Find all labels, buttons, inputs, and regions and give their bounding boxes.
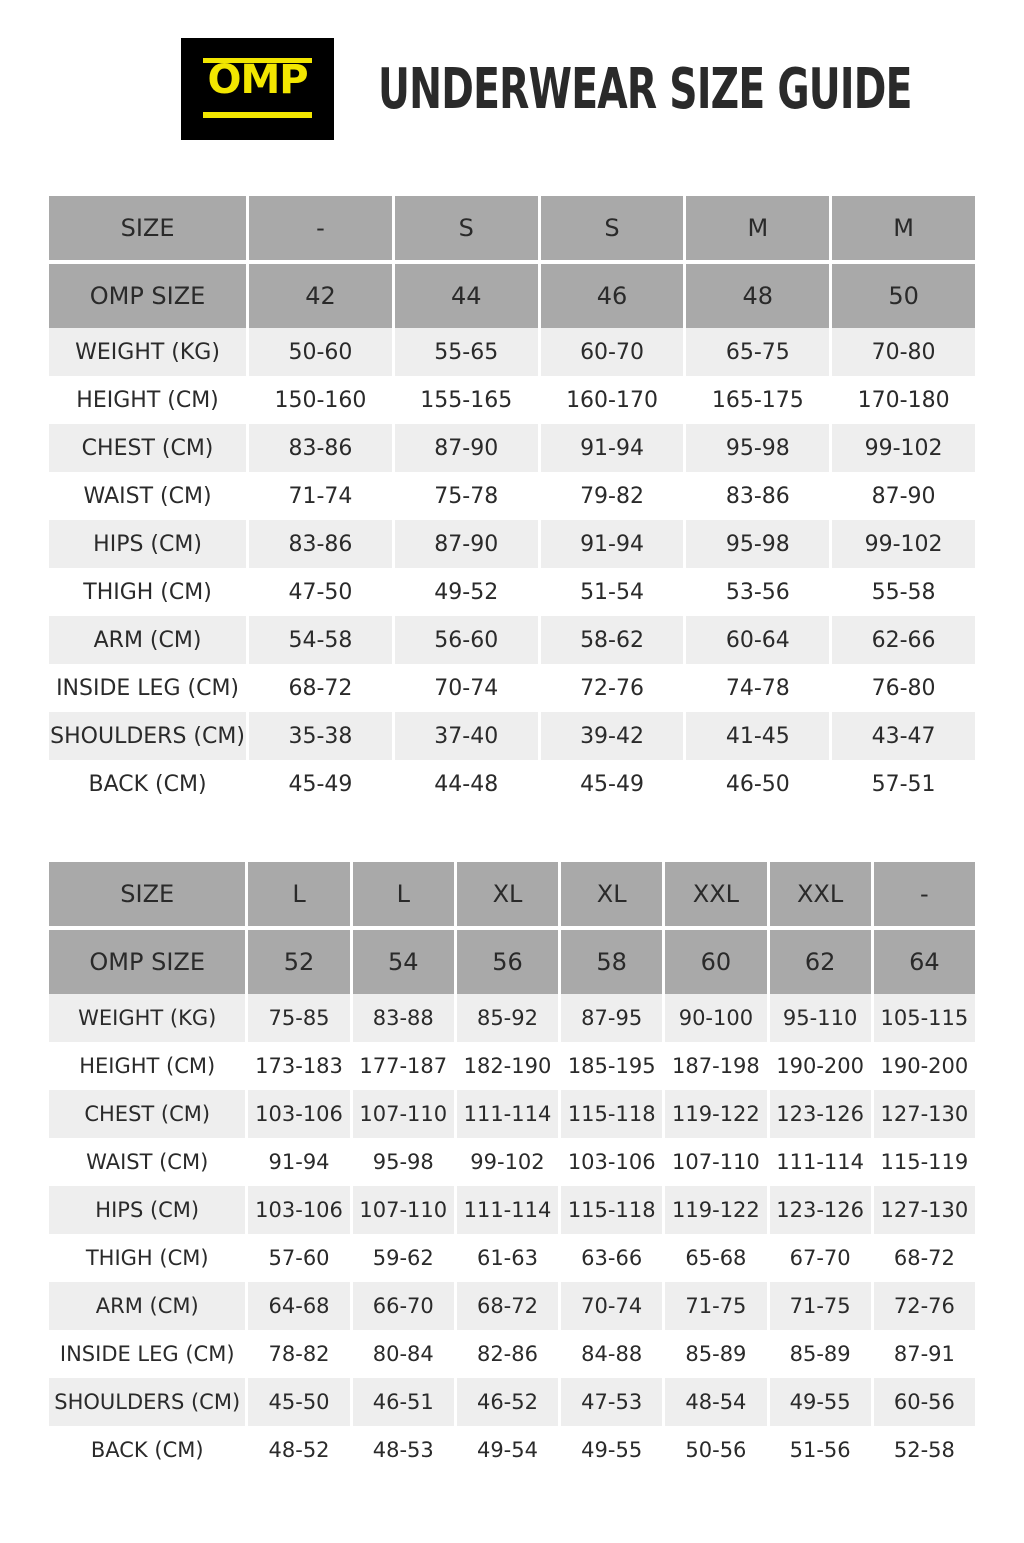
table-row	[49, 1138, 975, 1186]
value-cell: 55-58	[832, 568, 975, 616]
page-header	[0, 0, 1024, 160]
value-cell: 119-122	[665, 1186, 766, 1234]
value-cell: 39-42	[541, 712, 684, 760]
table-row	[49, 1186, 975, 1234]
size-table-small	[46, 196, 978, 808]
row-label: CHEST (CM)	[49, 424, 246, 472]
value-cell: 83-86	[249, 424, 392, 472]
value-cell: 50-60	[249, 328, 392, 376]
row-label: WAIST (CM)	[49, 1138, 245, 1186]
value-cell: 70-74	[561, 1282, 662, 1330]
row-label: HIPS (CM)	[49, 1186, 245, 1234]
value-cell: 111-114	[457, 1186, 558, 1234]
value-cell: 37-40	[395, 712, 538, 760]
table-row	[49, 1234, 975, 1282]
value-cell: 99-102	[832, 520, 975, 568]
size-cell: M	[832, 196, 975, 264]
size-cell: S	[541, 196, 684, 264]
value-cell: 91-94	[248, 1138, 349, 1186]
table-row	[49, 1282, 975, 1330]
value-cell: 95-98	[686, 520, 829, 568]
value-cell: 70-74	[395, 664, 538, 712]
value-cell: 46-52	[457, 1378, 558, 1426]
value-cell: 46-50	[686, 760, 829, 808]
value-cell: 47-53	[561, 1378, 662, 1426]
row-label: HIPS (CM)	[49, 520, 246, 568]
value-cell: 51-56	[770, 1426, 871, 1474]
size-cell: XXL	[665, 862, 766, 930]
table-row	[49, 994, 975, 1042]
row-label: THIGH (CM)	[49, 568, 246, 616]
row-label: THIGH (CM)	[49, 1234, 245, 1282]
value-cell: 87-90	[395, 424, 538, 472]
value-cell: 90-100	[665, 994, 766, 1042]
value-cell: 95-98	[353, 1138, 454, 1186]
size-cell: M	[686, 196, 829, 264]
table-row	[49, 712, 975, 760]
value-cell: 103-106	[248, 1090, 349, 1138]
size-cell: L	[353, 862, 454, 930]
table-row	[49, 376, 975, 424]
value-cell: 70-80	[832, 328, 975, 376]
value-cell: 127-130	[874, 1090, 975, 1138]
value-cell: 111-114	[457, 1090, 558, 1138]
value-cell: 45-49	[249, 760, 392, 808]
size-cell: XL	[561, 862, 662, 930]
size-cell: L	[248, 862, 349, 930]
value-cell: 83-88	[353, 994, 454, 1042]
value-cell: 41-45	[686, 712, 829, 760]
value-cell: 85-92	[457, 994, 558, 1042]
size-cell: -	[249, 196, 392, 264]
value-cell: 111-114	[770, 1138, 871, 1186]
value-cell: 177-187	[353, 1042, 454, 1090]
table-row	[49, 1090, 975, 1138]
row-label: ARM (CM)	[49, 616, 246, 664]
value-cell: 99-102	[457, 1138, 558, 1186]
size-cell: S	[395, 196, 538, 264]
size-table-large	[46, 862, 978, 1474]
value-cell: 91-94	[541, 424, 684, 472]
value-cell: 99-102	[832, 424, 975, 472]
value-cell: 65-68	[665, 1234, 766, 1282]
value-cell: 65-75	[686, 328, 829, 376]
row-label: CHEST (CM)	[49, 1090, 245, 1138]
size-label: SIZE	[49, 196, 246, 264]
value-cell: 187-198	[665, 1042, 766, 1090]
omp-size-cell: 64	[874, 930, 975, 994]
value-cell: 64-68	[248, 1282, 349, 1330]
value-cell: 79-82	[541, 472, 684, 520]
row-label: SHOULDERS (CM)	[49, 712, 246, 760]
value-cell: 45-49	[541, 760, 684, 808]
value-cell: 54-58	[249, 616, 392, 664]
omp-size-cell: 56	[457, 930, 558, 994]
value-cell: 62-66	[832, 616, 975, 664]
value-cell: 115-118	[561, 1090, 662, 1138]
omp-size-cell: 46	[541, 264, 684, 328]
omp-size-cell: 52	[248, 930, 349, 994]
value-cell: 68-72	[249, 664, 392, 712]
value-cell: 85-89	[665, 1330, 766, 1378]
value-cell: 155-165	[395, 376, 538, 424]
omp-logo	[181, 38, 334, 140]
value-cell: 58-62	[541, 616, 684, 664]
value-cell: 85-89	[770, 1330, 871, 1378]
value-cell: 87-90	[832, 472, 975, 520]
value-cell: 50-56	[665, 1426, 766, 1474]
omp-size-cell: 54	[353, 930, 454, 994]
table-row	[49, 616, 975, 664]
value-cell: 123-126	[770, 1186, 871, 1234]
value-cell: 190-200	[874, 1042, 975, 1090]
value-cell: 123-126	[770, 1090, 871, 1138]
value-cell: 72-76	[874, 1282, 975, 1330]
value-cell: 49-55	[770, 1378, 871, 1426]
omp-size-cell: 58	[561, 930, 662, 994]
value-cell: 59-62	[353, 1234, 454, 1282]
omp-size-cell: 62	[770, 930, 871, 994]
value-cell: 76-80	[832, 664, 975, 712]
row-label: SHOULDERS (CM)	[49, 1378, 245, 1426]
value-cell: 75-78	[395, 472, 538, 520]
value-cell: 78-82	[248, 1330, 349, 1378]
value-cell: 95-98	[686, 424, 829, 472]
row-label: HEIGHT (CM)	[49, 1042, 245, 1090]
logo-text: OMP	[207, 57, 308, 103]
value-cell: 91-94	[541, 520, 684, 568]
omp-size-cell: 48	[686, 264, 829, 328]
value-cell: 173-183	[248, 1042, 349, 1090]
value-cell: 185-195	[561, 1042, 662, 1090]
value-cell: 182-190	[457, 1042, 558, 1090]
table-row	[49, 568, 975, 616]
value-cell: 72-76	[541, 664, 684, 712]
value-cell: 119-122	[665, 1090, 766, 1138]
value-cell: 44-48	[395, 760, 538, 808]
value-cell: 107-110	[665, 1138, 766, 1186]
omp-size-header-row	[49, 264, 975, 328]
row-label: INSIDE LEG (CM)	[49, 1330, 245, 1378]
value-cell: 63-66	[561, 1234, 662, 1282]
table-row	[49, 328, 975, 376]
value-cell: 60-70	[541, 328, 684, 376]
page-title: UNDERWEAR SIZE GUIDE	[378, 57, 912, 122]
table-row	[49, 1426, 975, 1474]
value-cell: 46-51	[353, 1378, 454, 1426]
value-cell: 190-200	[770, 1042, 871, 1090]
value-cell: 35-38	[249, 712, 392, 760]
value-cell: 80-84	[353, 1330, 454, 1378]
value-cell: 160-170	[541, 376, 684, 424]
omp-size-cell: 44	[395, 264, 538, 328]
value-cell: 52-58	[874, 1426, 975, 1474]
value-cell: 61-63	[457, 1234, 558, 1282]
table-row	[49, 760, 975, 808]
omp-size-label: OMP SIZE	[49, 930, 245, 994]
omp-size-cell: 50	[832, 264, 975, 328]
value-cell: 66-70	[353, 1282, 454, 1330]
value-cell: 71-75	[770, 1282, 871, 1330]
row-label: WEIGHT (KG)	[49, 328, 246, 376]
value-cell: 49-52	[395, 568, 538, 616]
value-cell: 60-64	[686, 616, 829, 664]
value-cell: 57-60	[248, 1234, 349, 1282]
value-cell: 103-106	[561, 1138, 662, 1186]
value-cell: 60-56	[874, 1378, 975, 1426]
table-row	[49, 1378, 975, 1426]
size-label: SIZE	[49, 862, 245, 930]
value-cell: 87-95	[561, 994, 662, 1042]
logo-stripe-bottom	[203, 112, 312, 118]
value-cell: 75-85	[248, 994, 349, 1042]
value-cell: 103-106	[248, 1186, 349, 1234]
value-cell: 68-72	[874, 1234, 975, 1282]
value-cell: 150-160	[249, 376, 392, 424]
value-cell: 87-91	[874, 1330, 975, 1378]
value-cell: 83-86	[686, 472, 829, 520]
value-cell: 71-74	[249, 472, 392, 520]
value-cell: 57-51	[832, 760, 975, 808]
size-header-row	[49, 862, 975, 930]
table-row	[49, 520, 975, 568]
table-row	[49, 1330, 975, 1378]
table-row	[49, 1042, 975, 1090]
omp-size-cell: 60	[665, 930, 766, 994]
value-cell: 55-65	[395, 328, 538, 376]
value-cell: 56-60	[395, 616, 538, 664]
row-label: BACK (CM)	[49, 1426, 245, 1474]
value-cell: 51-54	[541, 568, 684, 616]
value-cell: 107-110	[353, 1186, 454, 1234]
size-cell: XXL	[770, 862, 871, 930]
value-cell: 165-175	[686, 376, 829, 424]
omp-size-label: OMP SIZE	[49, 264, 246, 328]
value-cell: 67-70	[770, 1234, 871, 1282]
value-cell: 43-47	[832, 712, 975, 760]
value-cell: 82-86	[457, 1330, 558, 1378]
table-row	[49, 664, 975, 712]
size-header-row	[49, 196, 975, 264]
row-label: INSIDE LEG (CM)	[49, 664, 246, 712]
size-cell: -	[874, 862, 975, 930]
omp-size-cell: 42	[249, 264, 392, 328]
value-cell: 83-86	[249, 520, 392, 568]
value-cell: 95-110	[770, 994, 871, 1042]
value-cell: 68-72	[457, 1282, 558, 1330]
row-label: WAIST (CM)	[49, 472, 246, 520]
row-label: HEIGHT (CM)	[49, 376, 246, 424]
value-cell: 127-130	[874, 1186, 975, 1234]
value-cell: 170-180	[832, 376, 975, 424]
value-cell: 45-50	[248, 1378, 349, 1426]
row-label: WEIGHT (KG)	[49, 994, 245, 1042]
value-cell: 87-90	[395, 520, 538, 568]
table-row	[49, 472, 975, 520]
value-cell: 48-52	[248, 1426, 349, 1474]
value-cell: 84-88	[561, 1330, 662, 1378]
value-cell: 74-78	[686, 664, 829, 712]
omp-size-header-row	[49, 930, 975, 994]
row-label: BACK (CM)	[49, 760, 246, 808]
size-cell: XL	[457, 862, 558, 930]
value-cell: 115-119	[874, 1138, 975, 1186]
value-cell: 48-54	[665, 1378, 766, 1426]
value-cell: 71-75	[665, 1282, 766, 1330]
value-cell: 53-56	[686, 568, 829, 616]
table-row	[49, 424, 975, 472]
value-cell: 49-54	[457, 1426, 558, 1474]
row-label: ARM (CM)	[49, 1282, 245, 1330]
value-cell: 49-55	[561, 1426, 662, 1474]
value-cell: 115-118	[561, 1186, 662, 1234]
value-cell: 107-110	[353, 1090, 454, 1138]
value-cell: 48-53	[353, 1426, 454, 1474]
value-cell: 105-115	[874, 994, 975, 1042]
value-cell: 47-50	[249, 568, 392, 616]
